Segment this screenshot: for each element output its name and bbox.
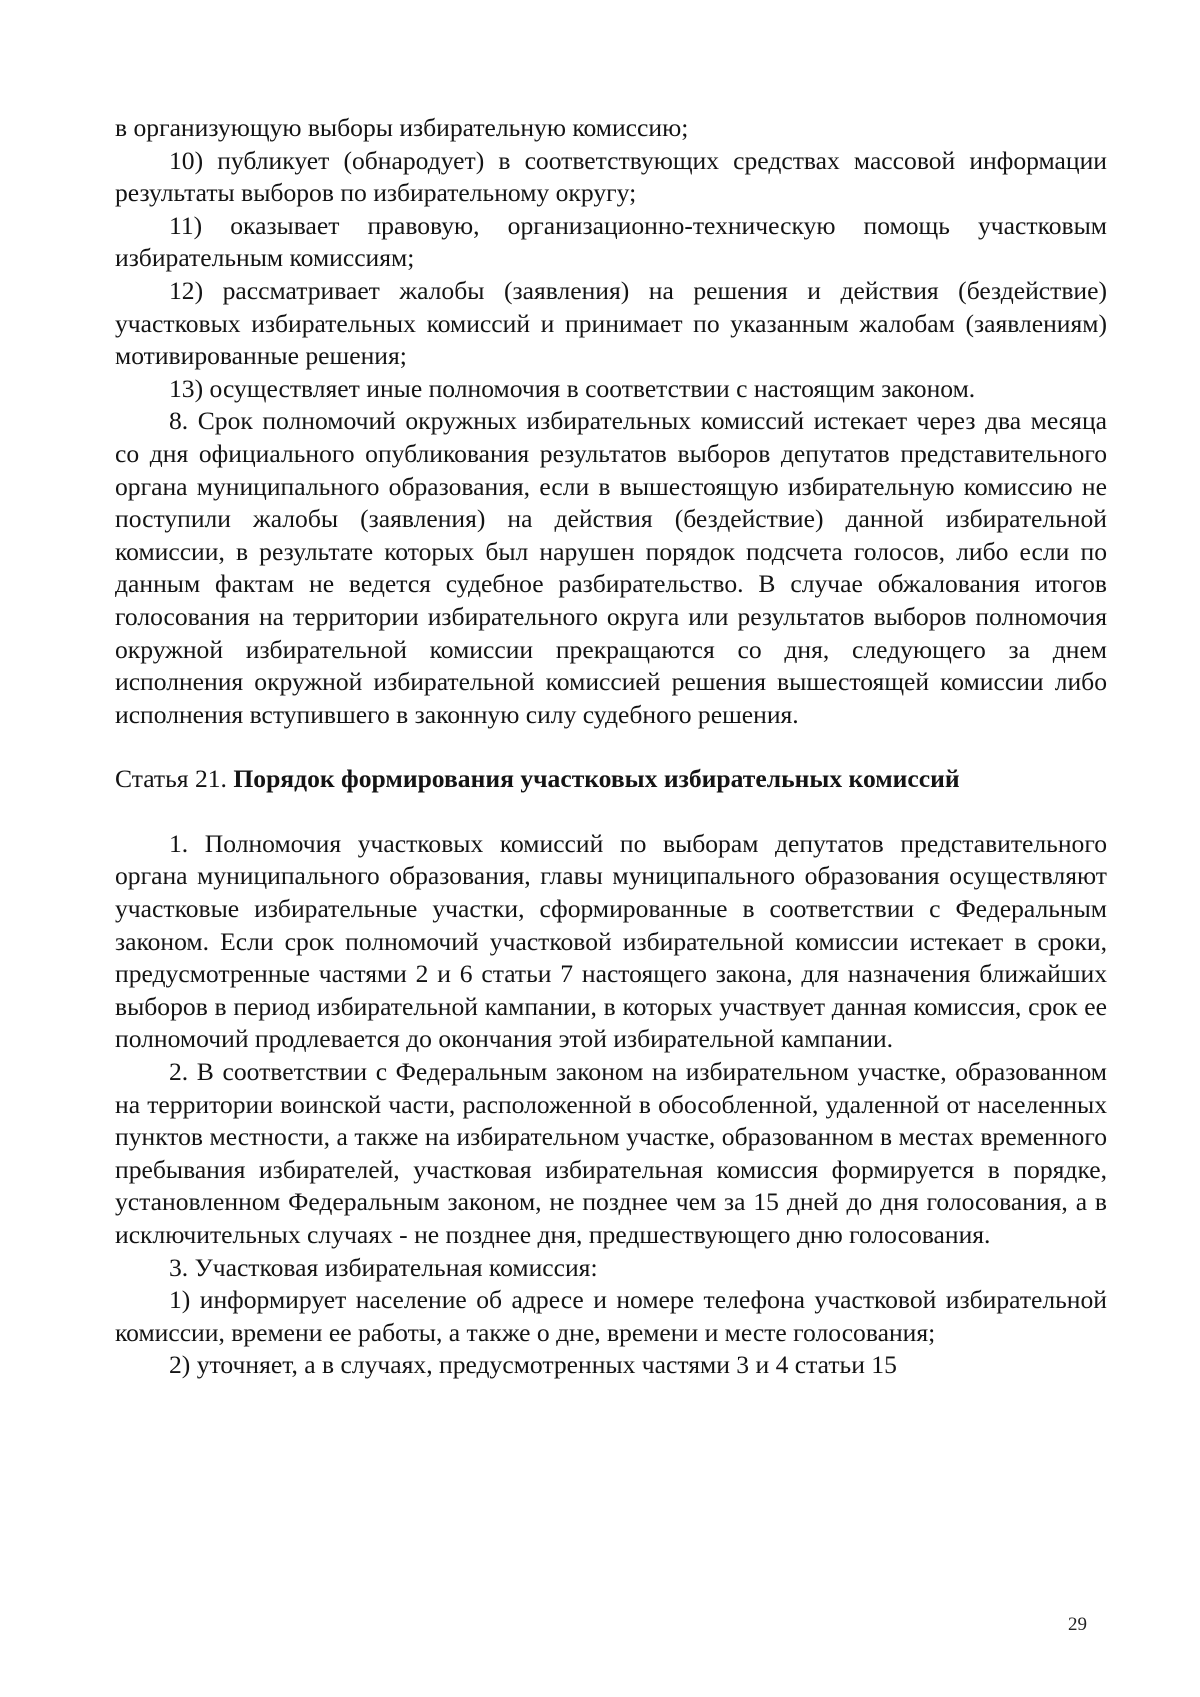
paragraph: 11) оказывает правовую, организационно-техническую помощь участковым избирательным комиссиям; — [115, 210, 1107, 273]
paragraph: 10) публикует (обнародует) в соответствующих средствах массовой информации результаты выборов по избирательному округу; — [115, 145, 1107, 208]
article-heading — [115, 763, 1107, 796]
paragraph: 8. Срок полномочий окружных избирательных комиссий истекает через два месяца со дня официального опубликования результатов выборов депутатов представительного органа муниципального образования, если в вышестоящую избирательную комиссию не поступили жалобы (заявления) на действия (бездействие) данной избирательной комиссии, в результате которых был нарушен порядок подсчета голосов, либо если по данным фактам не ведется судебное разбирательство. В случае обжалования итогов голосования на территории избирательного округа или результатов выборов полномочия окружной избирательной комиссии прекращаются со дня, следующего за днем исполнения окружной избирательной комиссией решения вышестоящей комиссии либо исполнения вступившего в законную силу судебного решения. — [115, 406, 1107, 729]
document-page — [115, 112, 1107, 1382]
paragraph: 1) информирует население об адресе и номере телефона участковой избирательной комиссии, времени ее работы, а также о дне, времени и месте голосования; — [115, 1285, 1107, 1347]
paragraph: 12) рассматривает жалобы (заявления) на решения и действия (бездействие) участковых избирательных комиссий и принимает по указанным жалобам (заявлениям) мотивированные решения; — [115, 275, 1107, 371]
paragraphs-top — [115, 112, 1107, 731]
page-number: 29 — [1068, 1614, 1087, 1635]
article-number: Статья 21. — [115, 764, 227, 794]
paragraph: 3. Участковая избирательная комиссия: — [169, 1252, 598, 1282]
paragraph: 2) уточняет, а в случаях, предусмотренных частями 3 и 4 статьи 15 — [169, 1350, 897, 1380]
paragraph: 2. В соответствии с Федеральным законом на избирательном участке, образованном на территории воинской части, расположенной в обособленной, удаленной от населенных пунктов местности, а также на избирательном участке, образованном в местах временного пребывания избирателей, участковая избирательная комиссия формируется в порядке, установленном Федеральным законом, не позднее чем за 15 дней до дня голосования, а в исключительных случаях - не позднее дня, предшествующего дню голосования. — [115, 1057, 1107, 1249]
article-title: Порядок формирования участковых избирательных комиссий — [233, 764, 960, 794]
paragraph: 1. Полномочия участковых комиссий по выборам депутатов представительного органа муниципального образования, главы муниципального образования осуществляют участковые избирательные участки, сформированные в соответствии с Федеральным законом. Если срок полномочий участковой избирательной комиссии истекает в сроки, предусмотренные частями 2 и 6 статьи 7 настоящего закона, для назначения ближайших выборов в период избирательной кампании, в которых участвует данная комиссия, срок ее полномочий продлевается до окончания этой избирательной кампании. — [115, 828, 1107, 1054]
paragraph: 13) осуществляет иные полномочия в соответствии с настоящим законом. — [169, 373, 976, 403]
paragraphs-bottom — [115, 828, 1107, 1382]
paragraph: в организующую выборы избирательную комиссию; — [115, 113, 689, 142]
